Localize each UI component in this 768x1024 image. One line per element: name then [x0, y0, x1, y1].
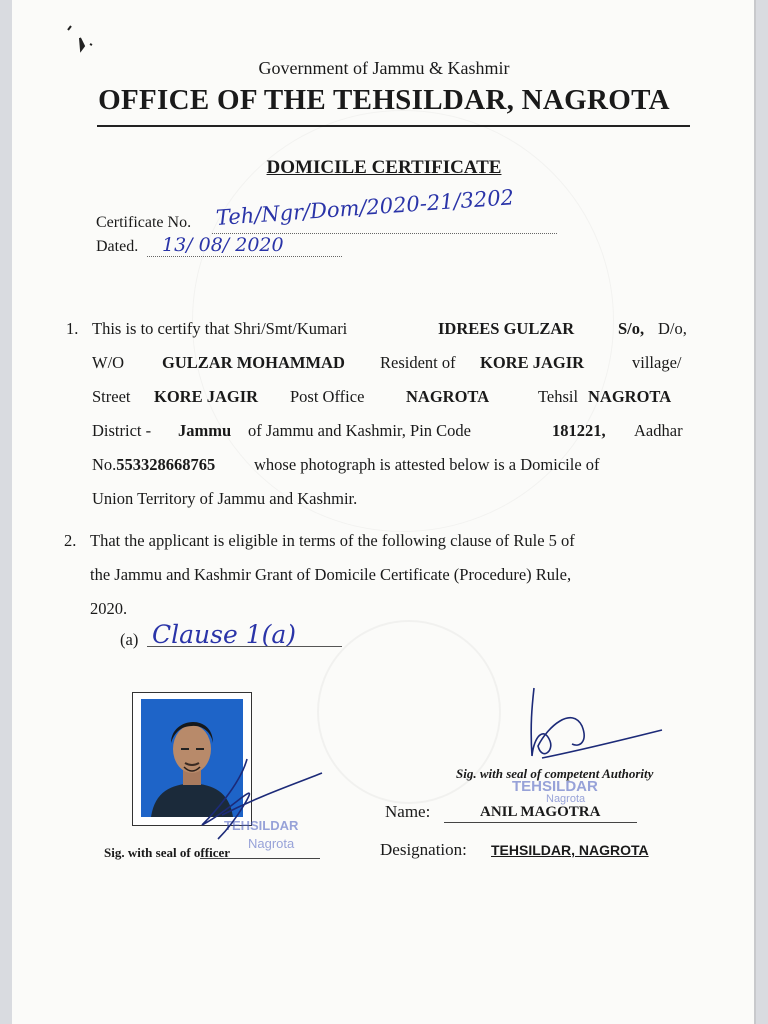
certificate-number-label: Certificate No.: [96, 214, 192, 231]
para1-line-1: [92, 312, 702, 346]
document-title: DOMICILE CERTIFICATE: [266, 157, 502, 178]
district-rest-text: of Jammu and Kashmir, Pin Code: [248, 421, 471, 440]
punch-mark: [60, 18, 100, 58]
resident-of-label: Resident of: [380, 353, 456, 372]
para2-line-2: the Jammu and Kashmir Grant of Domicile Certificate (Procedure) Rule,: [90, 565, 572, 584]
photograph-text: whose photograph is attested below is a Domicile of: [254, 455, 600, 474]
relation-so: S/o,: [618, 319, 645, 338]
certify-text: This is to certify that Shri/Smt/Kumari: [92, 319, 348, 338]
officer-stamp-line-1: TEHSILDAR: [224, 818, 299, 833]
dated-label: Dated.: [96, 238, 139, 255]
authority-stamp-line-2: Nagrota: [546, 793, 586, 805]
certificate-number-value: Teh/Ngr/Dom/2020-21/3202: [215, 185, 515, 230]
street-label: Street: [92, 387, 131, 406]
para1-line-4: [92, 414, 702, 448]
district-label: District -: [92, 421, 152, 440]
clause-value: Clause 1(a): [152, 620, 297, 649]
para1-line-5: [92, 448, 702, 482]
para1-line-2: [92, 346, 702, 380]
para2-line-1: That the applicant is eligible in terms of the following clause of Rule 5 of: [90, 531, 575, 550]
post-office-value: NAGROTA: [406, 387, 490, 406]
pin-code-value: 181221,: [552, 421, 606, 440]
officer-stamp-line-2: Nagrota: [248, 836, 295, 851]
office-heading: OFFICE OF THE TEHSILDAR, NAGROTA: [98, 84, 670, 116]
certificate-page: [12, 0, 756, 1024]
para2-line-3: 2020.: [90, 599, 128, 618]
para1-line-3: [92, 380, 702, 414]
parent-name: GULZAR MOHAMMAD: [162, 353, 345, 372]
district-value: Jammu: [178, 421, 232, 440]
paragraph-2-number: 2.: [64, 531, 77, 550]
clause-line: [147, 646, 342, 647]
clause-label: (a): [120, 630, 139, 649]
authority-signature-label: Sig. with seal of competent Authority: [456, 766, 654, 781]
village-label: village/: [632, 353, 682, 372]
name-label: Name:: [385, 802, 431, 821]
name-line: [444, 822, 637, 823]
officer-signature-mark: [192, 755, 332, 845]
aadhar-no-label: No.: [92, 455, 117, 474]
aadhar-value: 553328668765: [116, 455, 216, 474]
relation-do: D/o,: [658, 319, 687, 338]
paragraph-1-number: 1.: [66, 319, 79, 338]
applicant-name: IDREES GULZAR: [438, 319, 575, 338]
tehsil-value: NAGROTA: [588, 387, 672, 406]
aadhar-label: Aadhar: [634, 421, 683, 440]
para1-line-6: [92, 482, 702, 516]
officer-signature-label: Sig. with seal of officer: [104, 845, 231, 860]
union-territory-text: Union Territory of Jammu and Kashmir.: [92, 489, 358, 508]
street-value: KORE JAGIR: [154, 387, 259, 406]
tehsil-label: Tehsil: [538, 387, 579, 406]
post-office-label: Post Office: [290, 387, 365, 406]
officer-signature-line: [200, 858, 320, 859]
designation-value: TEHSILDAR, NAGROTA: [491, 842, 649, 858]
paragraph-2: [64, 524, 700, 626]
government-heading: Government of Jammu & Kashmir: [258, 58, 510, 78]
village-value: KORE JAGIR: [480, 353, 585, 372]
paragraph-1: [66, 312, 702, 516]
authority-stamp-line-1: TEHSILDAR: [512, 778, 598, 795]
dated-line: [147, 256, 342, 257]
designation-label: Designation:: [380, 840, 467, 859]
header-rule: [97, 125, 690, 127]
relation-wo: W/O: [92, 353, 125, 372]
name-value: ANIL MAGOTRA: [480, 804, 601, 820]
dated-value: 13/ 08/ 2020: [162, 234, 284, 256]
